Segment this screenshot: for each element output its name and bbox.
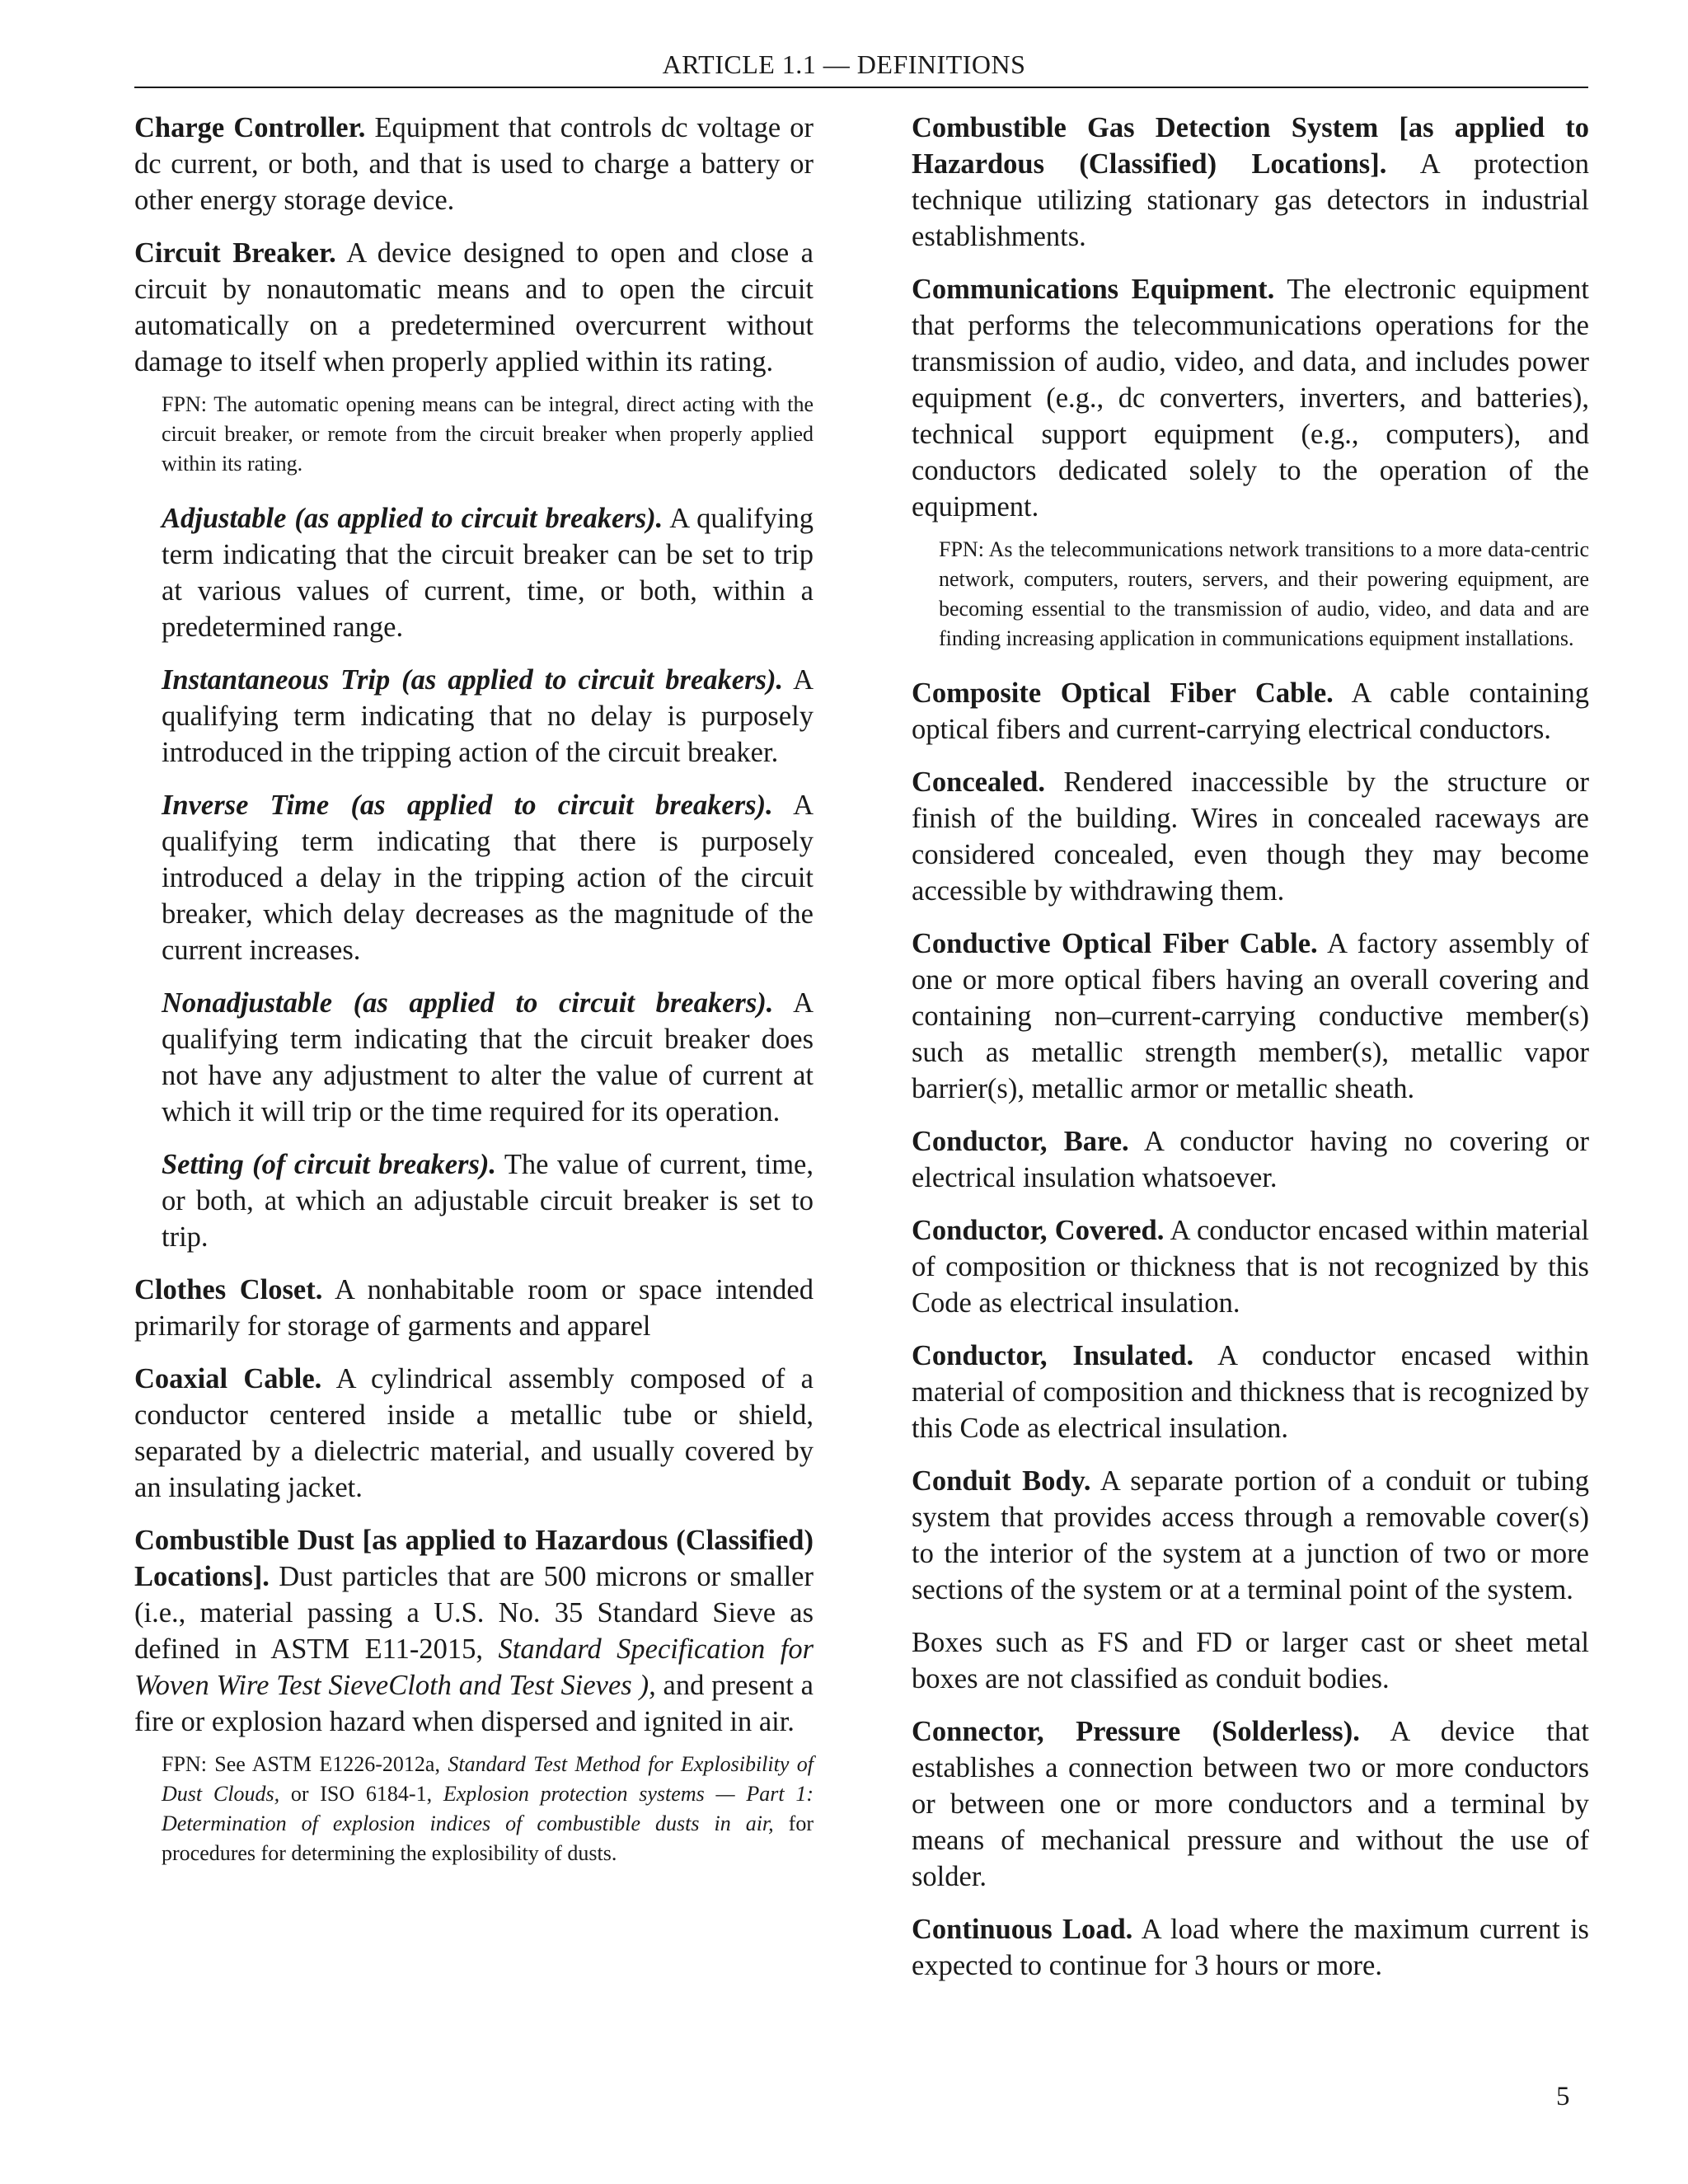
definition-combustible-gas: [912, 110, 1589, 255]
definition-term: Setting (of circuit breakers).: [162, 1149, 497, 1180]
definition-coaxial-cable: [134, 1361, 814, 1506]
definition-term: Composite Optical Fiber Cable.: [912, 677, 1334, 709]
definition-charge-controller: [134, 110, 814, 218]
definition-text: A qualifying term indicating that there is purposely introduced a delay in the tripping action of the circuit breaker, which delay decreases as the magnitude of the current increases.: [162, 790, 814, 966]
definition-term: Adjustable (as applied to circuit breakers).: [162, 503, 663, 534]
definition-term: Conductive Optical Fiber Cable.: [912, 928, 1318, 959]
definition-conduit-body: [912, 1463, 1589, 1608]
fpn-combustible-dust: [162, 1750, 814, 1868]
definition-term: Communications Equipment.: [912, 274, 1275, 305]
definition-text: and present a fire or explosion hazard when dispersed and ignited in air.: [134, 1670, 814, 1737]
definition-term: Inverse Time (as applied to circuit breakers).: [162, 790, 773, 821]
definition-text: A device designed to open and close a circuit by nonautomatic means and to open the circuit automatically on a predetermined overcurrent without damage to itself when properly applied within its rating.: [134, 237, 814, 377]
definition-text: Equipment that controls dc voltage or dc current, or both, and that is used to charge a battery or other energy storage device.: [134, 112, 814, 216]
fpn-text: for procedures for determining the explosibility of dusts.: [162, 1811, 814, 1865]
page-number: 5: [1556, 2082, 1570, 2111]
definition-conductor-covered: [912, 1212, 1589, 1321]
definition-clothes-closet: [134, 1272, 814, 1344]
right-column: [912, 110, 1589, 2000]
definition-conductor-bare: [912, 1123, 1589, 1196]
definition-term: Coaxial Cable.: [134, 1363, 322, 1394]
definition-text: Rendered inaccessible by the structure or finish of the building. Wires in concealed raceways are considered concealed, even though they may become accessible by withdrawing them.: [912, 766, 1589, 907]
definition-term: Connector, Pressure (Solderless).: [912, 1716, 1360, 1747]
definition-combustible-dust: [134, 1522, 814, 1740]
definition-term: Conductor, Covered.: [912, 1215, 1165, 1246]
definition-text: A qualifying term indicating that the circuit breaker can be set to trip at various values of current, time, or both, within a predetermined range.: [162, 503, 814, 643]
fpn-text: FPN: See ASTM E1226-2012a,: [162, 1752, 448, 1776]
definition-text: A qualifying term indicating that no delay is purposely introduced in the tripping action of the circuit breaker.: [162, 664, 814, 768]
definition-text: Dust particles that are 500 microns or smaller (i.e., material passing a U.S. No. 35 Standard Sieve as defined in ASTM E11-2015,: [134, 1561, 814, 1665]
standard-title: Standard Test Method for Explosibility of Dust Clouds,: [162, 1752, 814, 1806]
running-header: ARTICLE 1.1 — DEFINITIONS: [662, 49, 1026, 79]
definition-connector-pressure: [912, 1713, 1589, 1895]
definition-conductive-optical-fiber-cable: [912, 926, 1589, 1107]
definition-text: The value of current, time, or both, at which an adjustable circuit breaker is set to trip.: [162, 1149, 814, 1253]
definition-term: Clothes Closet.: [134, 1274, 323, 1305]
fpn-communications: FPN: As the telecommunications network transitions to a more data-centric network, computers, routers, servers, and their powering equipment, are becoming essential to the transmission of audio, video, and data and are finding increasing application in communications equipment installations.: [939, 537, 1589, 650]
definition-nonadjustable: [162, 985, 814, 1130]
definition-circuit-breaker: [134, 235, 814, 380]
definition-text: A conductor encased within material of composition and thickness that is recognized by this Code as electrical insulation.: [912, 1340, 1590, 1444]
definition-text: The electronic equipment that performs the telecommunications operations for the transmission of audio, video, and data, and includes power equipment (e.g., dc converters, inverters, and batteries), technical support equipment (e.g., computers), and conductors dedicated solely to the operation of the equipment.: [912, 274, 1589, 523]
standard-title: Standard Specification for Woven Wire Test SieveCloth and Test Sieves ),: [134, 1633, 814, 1701]
definition-text: A load where the maximum current is expected to continue for 3 hours or more.: [912, 1914, 1589, 1981]
definition-text: A nonhabitable room or space intended primarily for storage of garments and apparel: [134, 1274, 814, 1342]
definition-continuous-load: [912, 1911, 1589, 1984]
definition-term: Conductor, Insulated.: [912, 1340, 1194, 1371]
definition-term: Nonadjustable (as applied to circuit breakers).: [162, 987, 774, 1019]
definition-inverse-time: [162, 787, 814, 968]
definition-text: A separate portion of a conduit or tubing system that provides access through a removable cover(s) to the interior of the system at a junction of two or more sections of the system or at a terminal point of the system.: [912, 1465, 1589, 1605]
left-column: [134, 110, 814, 1890]
definition-term: Conduit Body.: [912, 1465, 1091, 1497]
definition-text: A cylindrical assembly composed of a conductor centered inside a metallic tube or shield, separated by a dielectric material, and usually covered by an insulating jacket.: [134, 1363, 814, 1503]
definition-text: A qualifying term indicating that the circuit breaker does not have any adjustment to alter the value of current at which it will trip or the time required for its operation.: [162, 987, 814, 1127]
definition-text: A factory assembly of one or more optical fibers having an overall covering and containing non–current-carrying conductive member(s) such as metallic strength member(s), metallic vapor barrier(s), metallic armor or metallic sheath.: [912, 928, 1589, 1104]
definition-communications-equipment: [912, 271, 1589, 525]
definition-term: Combustible Dust [as applied to Hazardous (Classified) Locations].: [134, 1525, 814, 1592]
definition-term: Concealed.: [912, 766, 1045, 798]
definition-text: A conductor having no covering or electrical insulation whatsoever.: [912, 1126, 1590, 1193]
definition-adjustable: [162, 500, 814, 645]
fpn-text: or ISO 6184-1,: [279, 1782, 443, 1806]
definition-term: Combustible Gas Detection System [as applied to Hazardous (Classified) Locations].: [912, 112, 1589, 180]
standard-title: Explosion protection systems — Part 1: Determination of explosion indices of combustible dusts in air,: [162, 1782, 814, 1835]
definition-setting: [162, 1146, 814, 1255]
definition-term: Charge Controller.: [134, 112, 366, 143]
header-rule: [134, 87, 1588, 88]
definition-text: A cable containing optical fibers and current-carrying electrical conductors.: [912, 677, 1590, 745]
note-boxes: Boxes such as FS and FD or larger cast or sheet metal boxes are not classified as conduit bodies.: [912, 1627, 1589, 1694]
definition-term: Circuit Breaker.: [134, 237, 336, 269]
definition-instantaneous-trip: [162, 662, 814, 771]
fpn-circuit-breaker: FPN: The automatic opening means can be integral, direct acting with the circuit breaker, or remote from the circuit breaker when properly applied within its rating.: [162, 392, 814, 476]
definition-term: Conductor, Bare.: [912, 1126, 1129, 1157]
definition-conductor-insulated: [912, 1338, 1589, 1446]
definition-term: Instantaneous Trip (as applied to circuit breakers).: [162, 664, 784, 696]
definition-composite-optical-fiber-cable: [912, 675, 1589, 748]
definition-term: Continuous Load.: [912, 1914, 1133, 1945]
definition-text: A device that establishes a connection between two or more conductors or between one or more conductors and a terminal by means of mechanical pressure and without the use of solder.: [912, 1716, 1589, 1892]
definition-text: A protection technique utilizing stationary gas detectors in industrial establishments.: [912, 148, 1590, 252]
definition-text: A conductor encased within material of composition or thickness that is not recognized by this Code as electrical insulation.: [912, 1215, 1589, 1319]
definition-concealed: [912, 764, 1589, 909]
